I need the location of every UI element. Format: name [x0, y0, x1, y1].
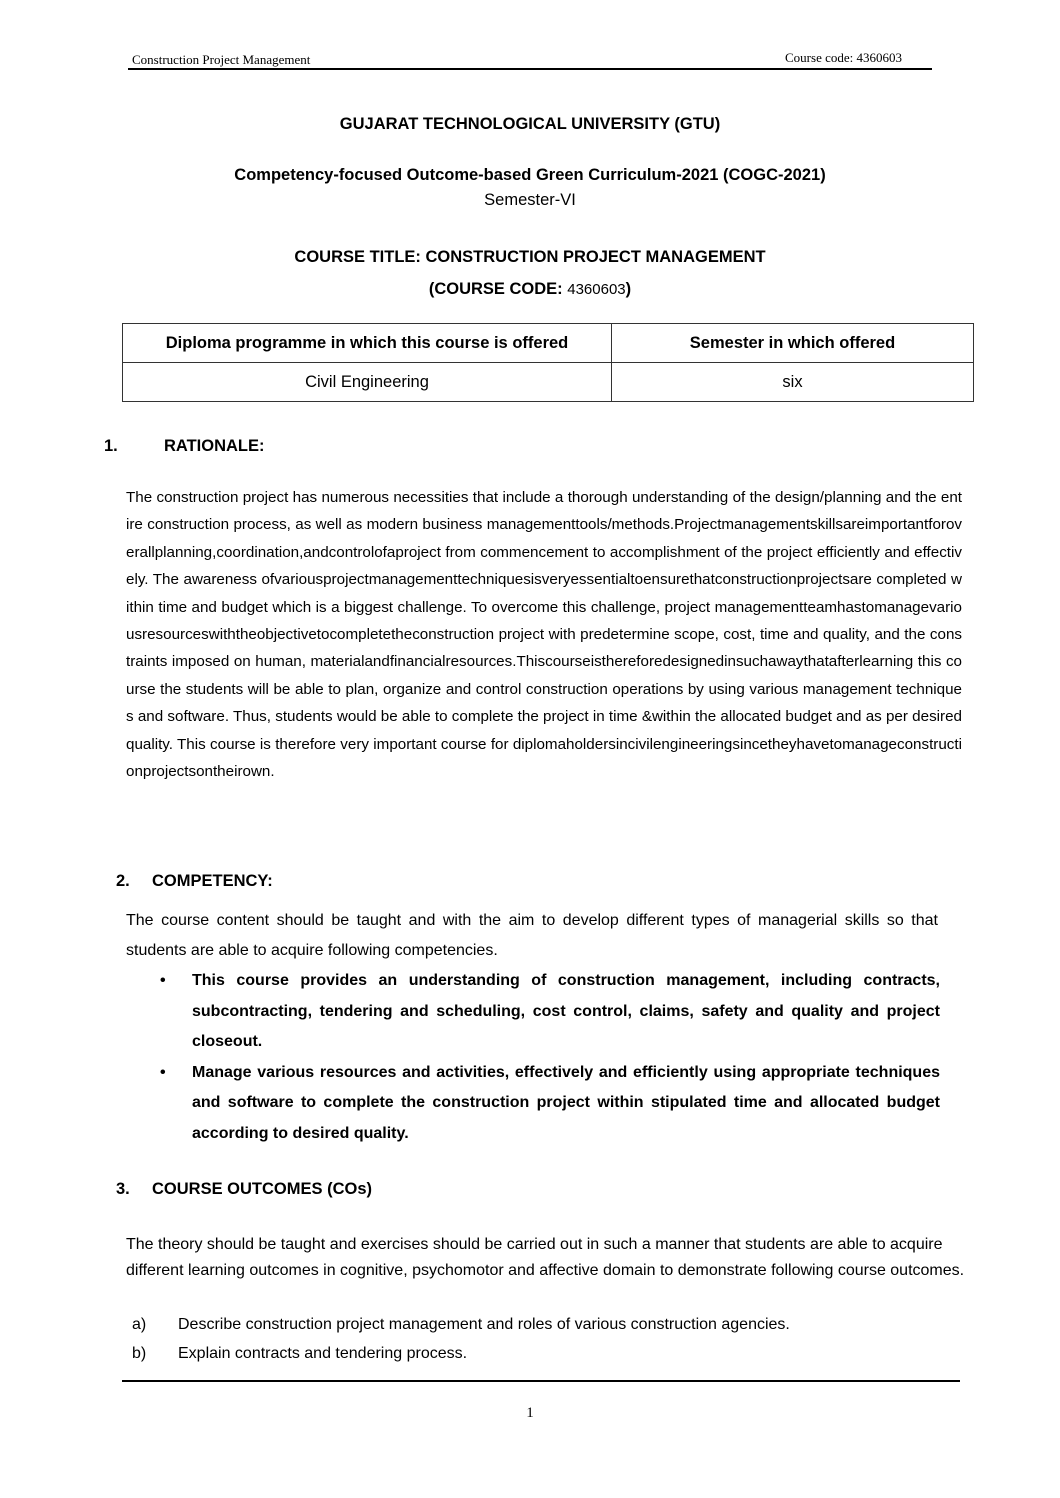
list-item-text: Explain contracts and tendering process.: [178, 1345, 468, 1362]
semester-label: Semester-VI: [484, 191, 576, 209]
table-cell-semester: six: [612, 363, 974, 402]
header-divider: [128, 68, 932, 70]
course-code-label: (COURSE CODE:: [428, 280, 568, 298]
list-item-text: This course provides an understanding of construction management, including contracts, subcontracting, tendering and scheduling, cost control, claims, safety and quality and project closeout.: [192, 972, 940, 1050]
section-title: COMPETENCY:: [152, 872, 273, 890]
section-number: 3.: [116, 1180, 130, 1198]
table-row: [123, 363, 974, 402]
course-code-line: [0, 280, 1060, 299]
list-item: [160, 966, 940, 1058]
university-title: GUJARAT TECHNOLOGICAL UNIVERSITY (GTU): [339, 115, 721, 133]
competency-intro: The course content should be taught and with the aim to develop different types of managerial skills so that students are able to acquire following competencies.: [126, 912, 938, 959]
list-item-label: b): [132, 1345, 147, 1362]
curriculum-title: Competency-focused Outcome-based Green Curriculum-2021 (COGC-2021): [234, 166, 826, 184]
section-number: 2.: [116, 872, 130, 890]
table-header-cell: Diploma programme in which this course is offered: [123, 324, 612, 363]
header-course-code: Course code: 4360603: [785, 50, 902, 65]
footer-divider: [122, 1380, 960, 1382]
competency-list: [160, 966, 940, 1149]
section-title: COURSE OUTCOMES (COs): [152, 1180, 373, 1198]
section-heading-course-outcomes: [116, 1180, 372, 1199]
section-heading-competency: [116, 872, 273, 891]
list-item: [160, 1058, 940, 1150]
list-item-text: Manage various resources and activities, effectively and efficiently using appropriate techniques and software to complete the construction project within stipulated time and allocated budget according to desired quality.: [192, 1063, 940, 1142]
list-item: [132, 1310, 790, 1339]
course-outcomes-list: [132, 1310, 790, 1368]
page-number: 1: [526, 1405, 534, 1421]
table-header-cell: Semester in which offered: [612, 324, 974, 363]
section-title: RATIONALE:: [164, 437, 265, 455]
section-heading-rationale: [104, 437, 265, 456]
running-header: [128, 50, 932, 70]
course-code-value: 4360603: [567, 281, 626, 298]
table-cell-programme: Civil Engineering: [123, 363, 612, 402]
course-info-table: [122, 323, 974, 402]
list-item-label: a): [132, 1316, 147, 1333]
course-title: COURSE TITLE: CONSTRUCTION PROJECT MANAGEMENT: [294, 248, 766, 266]
course-outcomes-intro: The theory should be taught and exercises should be carried out in such a manner that students are able to acquire different learning outcomes in cognitive, psychomotor and affective domain to demonstrate following course outcomes.: [126, 1236, 965, 1279]
section-number: 1.: [104, 437, 118, 455]
table-header-row: [123, 324, 974, 363]
rationale-paragraph: The construction project has numerous necessities that include a thorough understanding of the design/planning and the entire construction process, as well as modern business managementtools/methods.Projectmanagementskillsareimportantforoverallplanning,coordination,andcontrolofaproject from commencement to accomplishment of the project efficiently and effectively. The awareness ofvariousprojectmanagementtechniquesisveryessentialtoensurethatconstructionprojectsare completed within time and budget which is a biggest challenge. To overcome this challenge, project managementteamhastomanagevariousresourceswiththeobjectivetocompletetheconstruction project with predetermine scope, cost, time and quality, and the constraints imposed on human, materialandfinancialresources.Thiscourseisthereforedesignedinsuchawaythatafterlearning this course the students will be able to plan, organize and control construction operations by using various management techniques and software. Thus, students would be able to complete the project in time &within the allocated budget and as per desired quality. This course is therefore very important course for diplomaholdersincivilengineeringsincetheyhavetomanageconstructionprojectsontheirown.: [126, 489, 962, 781]
bullet-icon: •: [160, 972, 166, 989]
bullet-icon: •: [160, 1063, 166, 1081]
list-item-text: Describe construction project management and roles of various construction agencies.: [178, 1316, 790, 1333]
course-code-close: ): [625, 280, 632, 298]
list-item: [132, 1339, 790, 1368]
header-course-name: Construction Project Management: [132, 52, 311, 67]
